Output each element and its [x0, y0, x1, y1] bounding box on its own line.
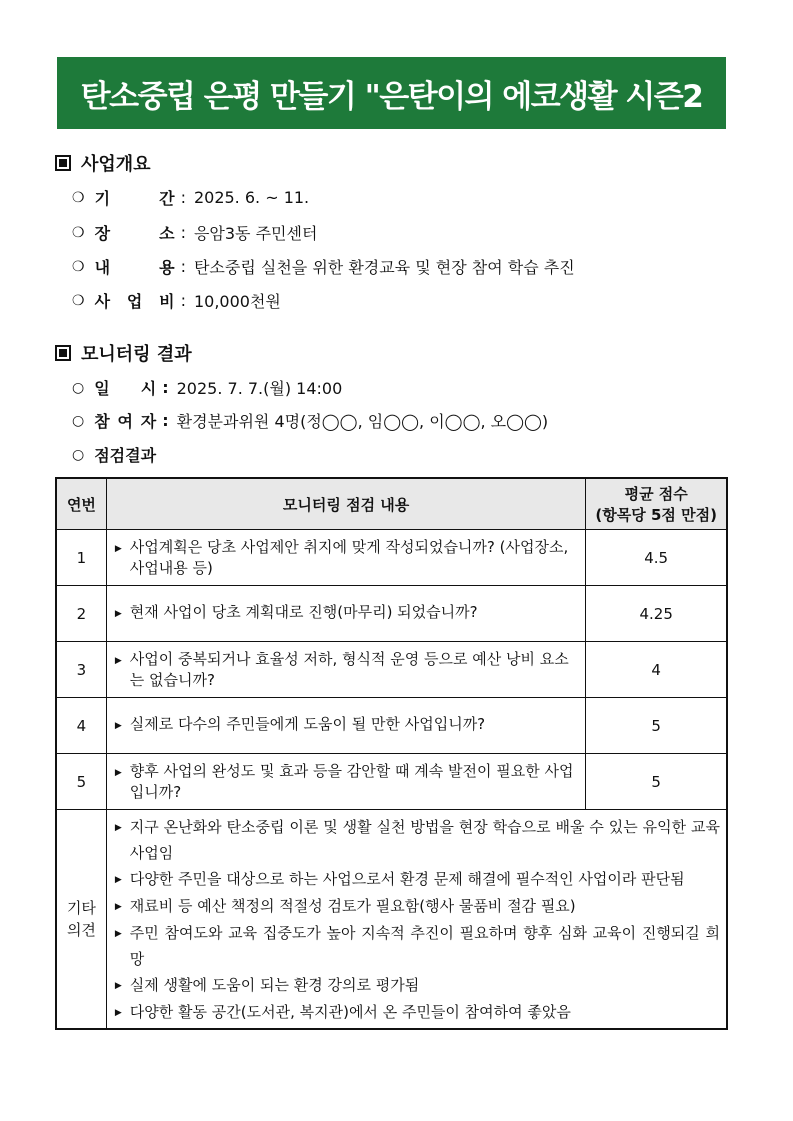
- row-question: ▶ 실제로 다수의 주민들에게 도움이 될 만한 사업입니까?: [106, 698, 585, 754]
- row-question: ▶ 사업이 중복되거나 효율성 저하, 형식적 운영 등으로 예산 낭비 요소는 없습니까?: [106, 642, 585, 698]
- results-table: [55, 477, 728, 1030]
- overview-heading-text: 사업개요: [81, 154, 151, 175]
- etc-label: 기타 의견: [56, 810, 106, 1030]
- page-title-banner: [57, 57, 726, 129]
- overview-label: 내 용: [94, 258, 175, 277]
- list-item: ▶ 재료비 등 예산 책정의 적절성 검토가 필요함(행사 물품비 절감 필요): [115, 893, 720, 920]
- etc-opinions: [106, 810, 727, 1030]
- monitoring-participants: ○ 참 여 자 : 환경분과위원 4명(정◯◯, 임◯◯, 이◯◯, 오◯◯): [72, 411, 549, 431]
- row-question: ▶ 향후 사업의 완성도 및 효과 등을 감안할 때 계속 발전이 필요한 사업입니까?: [106, 754, 585, 810]
- row-no: 2: [56, 586, 106, 642]
- header-score-line1: 평균 점수: [624, 485, 688, 503]
- filled-square-icon: [55, 155, 71, 171]
- monitoring-results-label: 점검결과: [94, 446, 157, 465]
- header-score: [586, 478, 727, 530]
- overview-label: 장 소: [94, 224, 175, 243]
- monitoring-date: ○ 일 시 : 2025. 7. 7.(월) 14:00: [72, 378, 343, 398]
- triangle-right-icon: ▶: [114, 543, 122, 554]
- triangle-right-icon: ▶: [114, 1008, 122, 1018]
- open-circle-icon: ❍: [72, 224, 85, 241]
- row-question: ▶ 사업계획은 당초 사업제안 취지에 맞게 작성되었습니까? (사업장소, 사업내용 등): [106, 530, 585, 586]
- overview-item-budget: ❍ 사 업 비 : 10,000천원: [72, 291, 281, 311]
- header-score-line2: (항목당 5점 만점): [595, 506, 717, 524]
- overview-label: 사 업 비: [94, 292, 175, 311]
- table-row-etc: [56, 810, 727, 1030]
- header-content: 모니터링 점검 내용: [106, 478, 585, 530]
- row-score: 4: [586, 642, 727, 698]
- monitoring-results: [72, 443, 156, 466]
- page-title: 탄소중립 은평 만들기 "은탄이의 에코생활 시즌2: [80, 78, 703, 115]
- overview-value: 10,000천원: [193, 292, 281, 311]
- list-item: ▶ 다양한 주민을 대상으로 하는 사업으로서 환경 문제 해결에 필수적인 사업이라 판단됨: [115, 866, 720, 893]
- table-row: [56, 698, 727, 754]
- triangle-right-icon: ▶: [114, 609, 122, 619]
- monitoring-participants-value: 환경분과위원 4명(정◯◯, 임◯◯, 이◯◯, 오◯◯): [176, 412, 549, 431]
- overview-value: 응암3동 주민센터: [193, 224, 318, 243]
- open-circle-icon: ○: [72, 379, 85, 396]
- row-no: 4: [56, 698, 106, 754]
- row-no: 3: [56, 642, 106, 698]
- overview-value: 탄소중립 실천을 위한 환경교육 및 현장 참여 학습 추진: [193, 258, 575, 277]
- monitoring-heading: [55, 340, 192, 366]
- triangle-right-icon: ▶: [114, 655, 122, 666]
- overview-heading: [55, 150, 151, 176]
- list-item: ▶ 주민 참여도와 교육 집중도가 높아 지속적 추진이 필요하며 향후 심화 교육이 진행되길 희망: [115, 920, 720, 972]
- open-circle-icon: ○: [72, 412, 85, 429]
- triangle-right-icon: ▶: [114, 721, 122, 731]
- monitoring-heading-text: 모니터링 결과: [81, 344, 192, 365]
- open-circle-icon: ❍: [72, 189, 85, 206]
- list-item: ▶ 실제 생활에 도움이 되는 환경 강의로 평가됨: [115, 972, 720, 999]
- monitoring-date-label: 일 시: [94, 379, 157, 398]
- monitoring-participants-label: 참 여 자: [94, 412, 157, 431]
- triangle-right-icon: ▶: [114, 823, 122, 833]
- overview-label: 기 간: [94, 189, 175, 208]
- table-row: [56, 586, 727, 642]
- table-row: [56, 754, 727, 810]
- triangle-right-icon: ▶: [114, 767, 122, 778]
- table-row: [56, 530, 727, 586]
- table-header-row: [56, 478, 727, 530]
- overview-item-period: ❍ 기 간 : 2025. 6. ~ 11.: [72, 188, 310, 208]
- overview-item-content: ❍ 내 용 : 탄소중립 실천을 위한 환경교육 및 현장 참여 학습 추진: [72, 257, 575, 277]
- triangle-right-icon: ▶: [114, 981, 122, 991]
- overview-item-place: ❍ 장 소 : 응암3동 주민센터: [72, 223, 318, 243]
- row-no: 1: [56, 530, 106, 586]
- triangle-right-icon: ▶: [114, 929, 122, 939]
- row-question: ▶ 현재 사업이 당초 계획대로 진행(마무리) 되었습니까?: [106, 586, 585, 642]
- row-score: 4.25: [586, 586, 727, 642]
- open-circle-icon: ○: [72, 446, 85, 463]
- open-circle-icon: ❍: [72, 258, 85, 275]
- row-score: 5: [586, 754, 727, 810]
- list-item: ▶ 지구 온난화와 탄소중립 이론 및 생활 실천 방법을 현장 학습으로 배울 수 있는 유익한 교육 사업임: [115, 814, 720, 866]
- filled-square-icon: [55, 345, 71, 361]
- row-no: 5: [56, 754, 106, 810]
- monitoring-date-value: 2025. 7. 7.(월) 14:00: [176, 379, 343, 398]
- row-score: 5: [586, 698, 727, 754]
- header-no: 연번: [56, 478, 106, 530]
- triangle-right-icon: ▶: [114, 902, 122, 912]
- list-item: ▶ 다양한 활동 공간(도서관, 복지관)에서 온 주민들이 참여하여 좋았음: [115, 999, 720, 1026]
- table-row: [56, 642, 727, 698]
- triangle-right-icon: ▶: [114, 875, 122, 885]
- row-score: 4.5: [586, 530, 727, 586]
- open-circle-icon: ❍: [72, 292, 85, 309]
- overview-value: 2025. 6. ~ 11.: [193, 188, 310, 207]
